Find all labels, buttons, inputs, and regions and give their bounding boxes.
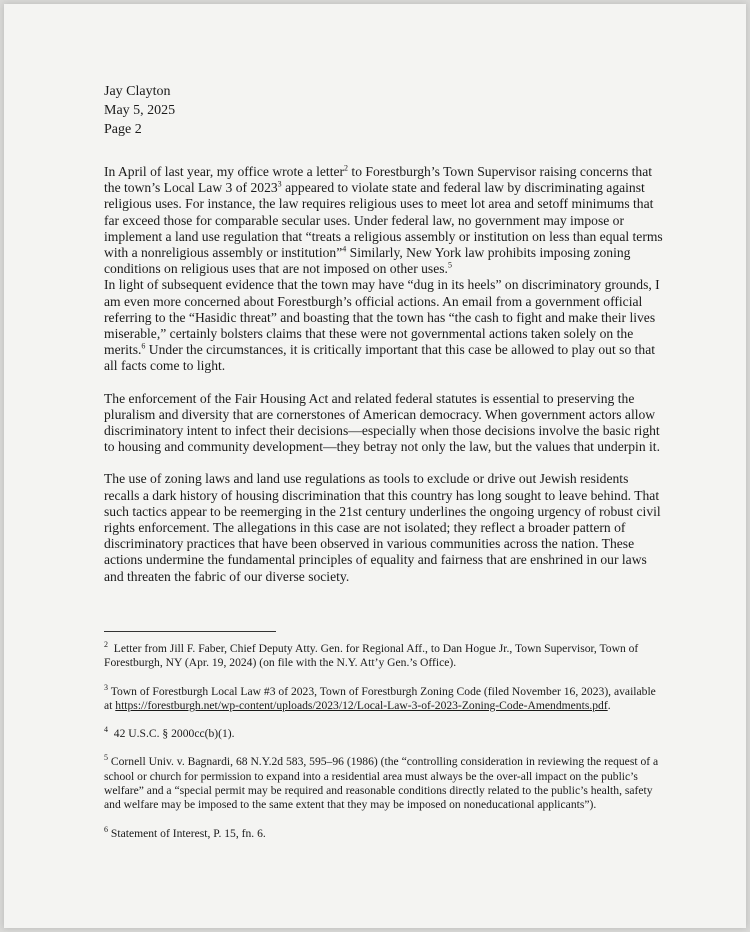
footnote-4 — [104, 727, 664, 741]
footnote-3 — [104, 682, 664, 714]
p1-text-c: appeared to violate state and federal law by discriminating against religious uses. For instance, the law requires religious uses to meet lot area and setoff minimums that far exceed those for comparable secular uses. Under federal law, no government may impose or implement a land use regulation that “treats a religious assembly or institution on less than equal terms with a nonreligious assembly or institution” — [104, 180, 663, 261]
paragraph-2 — [104, 277, 666, 374]
sender-name: Jay Clayton — [104, 84, 171, 99]
p1-text-d: Similarly, New York law prohibits imposing zoning conditions on religious uses that are not imposed on other uses. — [104, 245, 631, 277]
footnote-2 — [104, 642, 664, 671]
letter-header — [104, 82, 175, 139]
p1-text-b: to Forestburgh’s Town Supervisor raising concerns that the town’s Local Law 3 of 2023 — [104, 164, 653, 196]
footnote-text: Town of Forestburgh Local Law #3 of 2023, Town of Forestburgh Zoning Code (filed November 16, 2023), available at — [104, 684, 656, 712]
paragraph-4: The use of zoning laws and land use regulations as tools to exclude or drive out Jewish residents recalls a dark history of housing discrimination that this country has long sought to leave behind. That such tactics appear to be reemerging in the 21st century underlines the ongoing urgency of robust civil rights enforcement. The allegations in this case are not isolated; they reflect a broader pattern of discriminatory practices that have been observed in various communities across the nation. These actions undermine the fundamental principles of equality and fairness that are enshrined in our laws and threaten the fabric of our diverse society. — [104, 471, 661, 584]
letter-page — [4, 4, 746, 928]
footnote-ref-6: 6 — [141, 341, 146, 351]
footnote-text: Statement of Interest, P. 15, fn. 6. — [110, 826, 266, 840]
paragraph-3: The enforcement of the Fair Housing Act and related federal statutes is essential to preserving the pluralism and diversity that are cornerstones of American democracy. When government actors allow discriminatory intent to infect their decisions—especially when those decisions involve the basic right to housing and community development—they betray not only the law, but the values that underpin it. — [104, 390, 660, 455]
footnotes — [104, 642, 664, 855]
page-number: Page 2 — [104, 122, 142, 137]
footnote-divider — [104, 631, 276, 632]
footnote-text: Letter from Jill F. Faber, Chief Deputy Atty. Gen. for Regional Aff., to Dan Hogue Jr., Town Supervisor, Town of Forestburgh, NY (Apr. 19, 2024) (on file with the N.Y. Att’y Gen.’s Office). — [104, 642, 639, 670]
footnote-number: 4 — [104, 725, 108, 735]
footnote-text: Cornell Univ. v. Bagnardi, 68 N.Y.2d 583, 595–96 (1986) (the “controlling consideration in reviewing the request of a school or church for permission to expand into a residential area must always be the over-all impact on the public’s welfare” and a “special permit may be required and reasonable conditions directly related to the public’s health, safety and welfare may be imposed to the same extent that they may be imposed on noneducational applicants”). — [104, 755, 659, 812]
p2-text-a: In light of subsequent evidence that the town may have “dug in its heels” on discriminatory grounds, I am even more concerned about Forestburgh’s official actions. An email from a government official referring to the “Hasidic threat” and boasting that the town has “the cash to fight and make their lives miserable,” certainly bolsters claims that these were not governmental actions taken solely on the merits. — [104, 277, 660, 358]
footnote-number: 3 — [104, 682, 108, 692]
p2-text-b: Under the circumstances, it is critically important that this case be allowed to play out so that all facts come to light. — [104, 342, 656, 374]
footnote-ref-4: 4 — [342, 244, 347, 254]
footnote-ref-5: 5 — [447, 260, 452, 270]
footnote-number: 2 — [104, 640, 108, 650]
p1-text-a: In April of last year, my office wrote a letter — [104, 164, 345, 179]
footnote-number: 6 — [104, 824, 108, 834]
footnote-ref-2: 2 — [344, 163, 349, 173]
footnote-6 — [104, 824, 664, 841]
letter-body — [104, 164, 666, 601]
zoning-code-link[interactable]: https://forestburgh.net/wp-content/uploads/2023/12/Local-Law-3-of-2023-Zoning-Code-Amendments.pdf — [115, 698, 608, 712]
footnote-5 — [104, 755, 664, 812]
footnote-end: . — [607, 698, 611, 712]
footnote-text: 42 U.S.C. § 2000cc(b)(1). — [113, 727, 235, 741]
footnote-ref-3: 3 — [277, 179, 282, 189]
paragraph-1 — [104, 164, 666, 277]
letter-date: May 5, 2025 — [104, 103, 176, 118]
footnote-number: 5 — [104, 753, 108, 763]
